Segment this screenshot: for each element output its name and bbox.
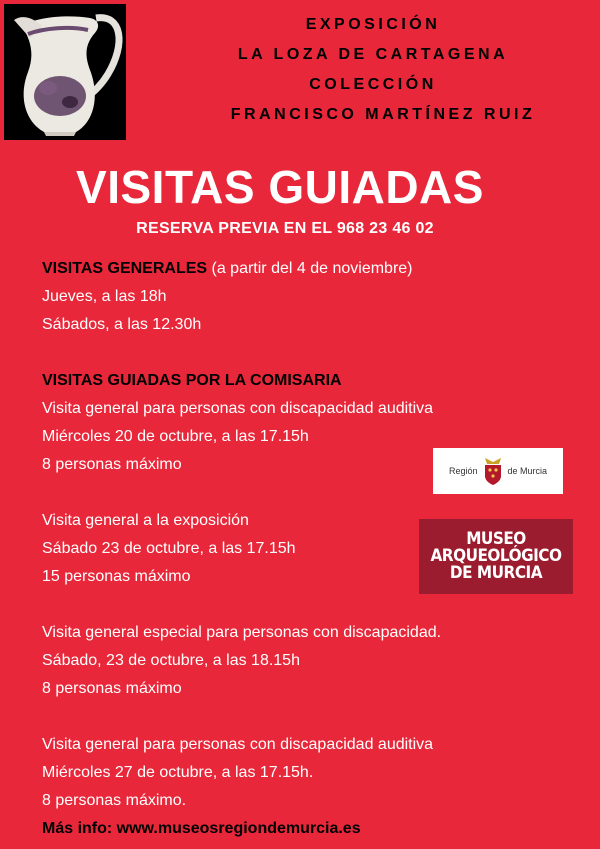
general-visits-heading <box>42 255 562 283</box>
general-line: Jueves, a las 18h <box>42 288 167 305</box>
visit-line: Visita general para personas con discapacidad auditiva <box>42 400 434 417</box>
jug-illustration <box>4 4 126 140</box>
header-line-1: EXPOSICIÓN <box>305 16 441 33</box>
region-logo-text-left: Región <box>448 466 478 476</box>
museo-arqueologico-logo <box>419 519 573 594</box>
museo-logo-line: DE MURCIA <box>449 563 543 583</box>
jug-photo <box>4 4 126 140</box>
visit-line: Sábado 23 de octubre, a las 17.15h <box>42 540 296 557</box>
page-title: VISITAS GUIADAS <box>76 161 484 213</box>
visit-line: 8 personas máximo <box>42 456 182 473</box>
visit-line: Sábado, 23 de octubre, a las 18.15h <box>42 652 300 669</box>
visit-line: Visita general especial para personas con discapacidad. <box>42 624 442 641</box>
visit-line: Miércoles 20 de octubre, a las 17.15h <box>42 428 309 445</box>
visit-line: 8 personas máximo <box>42 680 182 697</box>
region-logo-text-right: de Murcia <box>507 466 548 476</box>
general-line: Sábados, a las 12.30h <box>42 316 202 333</box>
visit-line: Visita general a la exposición <box>42 512 249 529</box>
region-de-murcia-logo <box>433 448 563 494</box>
visit-line: Visita general para personas con discapacidad auditiva <box>42 736 434 753</box>
curator-visits-heading: VISITAS GUIADAS POR LA COMISARIA <box>42 372 342 389</box>
visit-line: Miércoles 27 de octubre, a las 17.15h. <box>42 764 314 781</box>
reservation-phone: RESERVA PREVIA EN EL 968 23 46 02 <box>136 220 434 237</box>
header-line-2: LA LOZA DE CARTAGENA <box>237 46 509 63</box>
general-note: (a partir del 4 de noviembre) <box>207 260 413 277</box>
visit-line: 8 personas máximo. <box>42 792 187 809</box>
visit-line: 15 personas máximo <box>42 568 191 585</box>
museo-logo-line: MUSEO <box>466 529 526 549</box>
header-line-3: COLECCIÓN <box>309 76 437 93</box>
exhibition-header <box>150 10 596 130</box>
general-heading: VISITAS GENERALES <box>42 260 208 277</box>
more-info-link[interactable]: Más info: www.museosregiondemurcia.es <box>42 820 361 837</box>
coat-of-arms-icon <box>482 456 504 486</box>
museo-logo-line: ARQUEOLÓGICO <box>430 546 562 566</box>
header-line-4: FRANCISCO MARTÍNEZ RUIZ <box>230 106 536 123</box>
